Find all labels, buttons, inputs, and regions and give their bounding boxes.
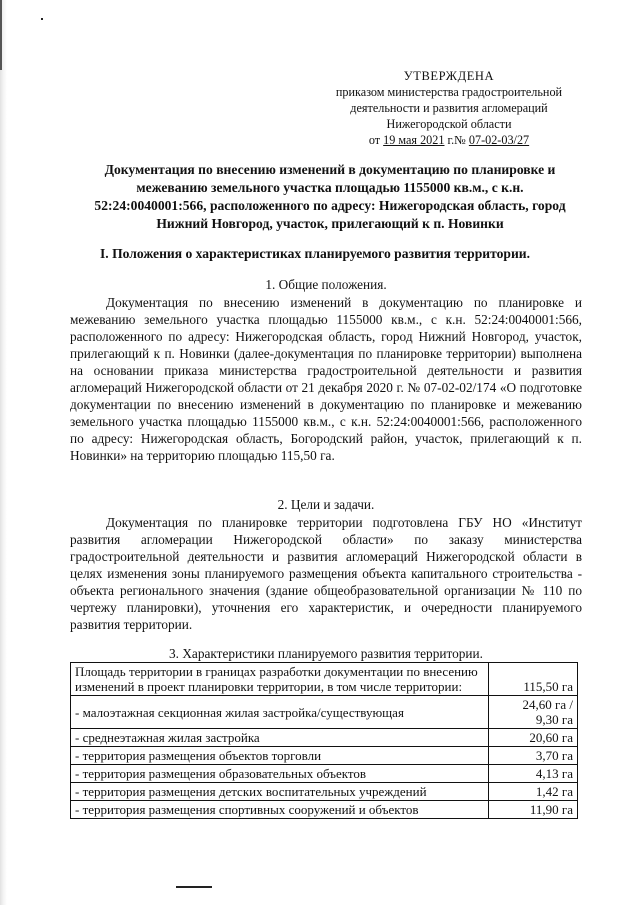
subsection-heading-goals: 2. Цели и задачи. <box>277 497 375 512</box>
order-number: 07-02-03/27 <box>468 133 530 147</box>
characteristics-table <box>70 662 578 819</box>
table-cell-name: - территория размещения спортивных сооружений и объектов <box>71 801 489 819</box>
table-cell-value: 1,42 га <box>489 783 578 801</box>
scan-edge <box>0 0 7 905</box>
paragraph-goals: Документация по планировке территории подготовлена ГБУ НО «Институт развития агломерации Нижегородской области» по заказу министерства градостроительной деятельности и развития агломераций Нижегородской области в целях изменения зоны планируемого размещения объекта капитального строительства - объекта регионального значения (здание общеобразовательной организации № 110 по чертежу планировки), уточнения его характеристик, и очередности планируемого развития территории. <box>70 515 582 632</box>
table-row <box>71 729 578 747</box>
table-cell-name: - территория размещения объектов торговли <box>71 747 489 765</box>
title-line: Документация по внесению изменений в документацию по планировке и <box>104 162 556 177</box>
table-cell-name: - малоэтажная секционная жилая застройка/существующая <box>71 696 489 729</box>
title-line: Нижний Новгород, участок, прилегающий к п. Новинки <box>156 216 504 231</box>
table-cell-name: - среднеэтажная жилая застройка <box>71 729 489 747</box>
table-row <box>71 663 578 696</box>
table-cell-value: 20,60 га <box>489 729 578 747</box>
title-line: 52:24:0040001:566, расположенного по адресу: Нижегородская область, город <box>94 198 566 213</box>
section-heading: I. Положения о характеристиках планируемого развития территории. <box>100 246 531 261</box>
table-row <box>71 747 578 765</box>
table-row <box>71 696 578 729</box>
table-cell-value: 3,70 га <box>489 747 578 765</box>
approval-title: УТВЕРЖДЕНА <box>403 69 495 83</box>
table-row <box>71 783 578 801</box>
table-cell-value: 24,60 га / 9,30 га <box>489 696 578 729</box>
document-title <box>74 161 586 233</box>
paragraph-general: Документация по внесению изменений в документацию по планировке и межеванию земельного участка площадью 1155000 кв.м., с к.н. 52:24:0040001:566, расположенного по адресу: Нижегородская область, город Нижний Новгород, участок, прилегающий к п. Новинки (далее-документация по планировке территории) выполнена на основании приказа министерства градостроительной деятельности и развития агломераций Нижегородской области от 21 декабря 2020 г. № 07-02-02/174 «О подготовке документации по внесению изменений в документацию по планировке и межеванию земельного участка площадью 1155000 кв.м., с к.н. 52:24:0040001:566, расположенного по адресу: Нижегородская область, Богородский район, участок, прилегающий к п. Новинки» на территорию площадью 115,50 га. <box>70 295 582 463</box>
title-line: межеванию земельного участка площадью 1155000 кв.м., с к.н. <box>136 180 524 195</box>
table-cell-name: - территория размещения образовательных объектов <box>71 765 489 783</box>
approval-date: 19 мая 2021 <box>383 133 445 147</box>
approval-line: деятельности и развития агломераций <box>350 101 548 115</box>
scan-speck <box>41 18 43 20</box>
approval-stamp <box>318 68 580 148</box>
table-row <box>71 801 578 819</box>
footer-mark <box>176 886 212 888</box>
table-cell-value: 115,50 га <box>489 663 578 696</box>
subsection-heading-characteristics: 3. Характеристики планируемого развития территории. <box>169 646 483 661</box>
table-row <box>71 765 578 783</box>
approval-line: приказом министерства градостроительной <box>335 85 563 99</box>
table-cell-name: - территория размещения детских воспитательных учреждений <box>71 783 489 801</box>
approval-date-line <box>318 132 580 148</box>
table-cell-value: 4,13 га <box>489 765 578 783</box>
table-cell-name: Площадь территории в границах разработки документации по внесению изменений в проект планировки территории, в том числе территории: <box>71 663 489 696</box>
table-cell-value: 11,90 га <box>489 801 578 819</box>
subsection-heading-general: 1. Общие положения. <box>265 277 387 292</box>
date-suffix: г.№ <box>447 133 466 147</box>
date-prefix: от <box>368 133 381 147</box>
approval-line: Нижегородской области <box>386 117 512 131</box>
